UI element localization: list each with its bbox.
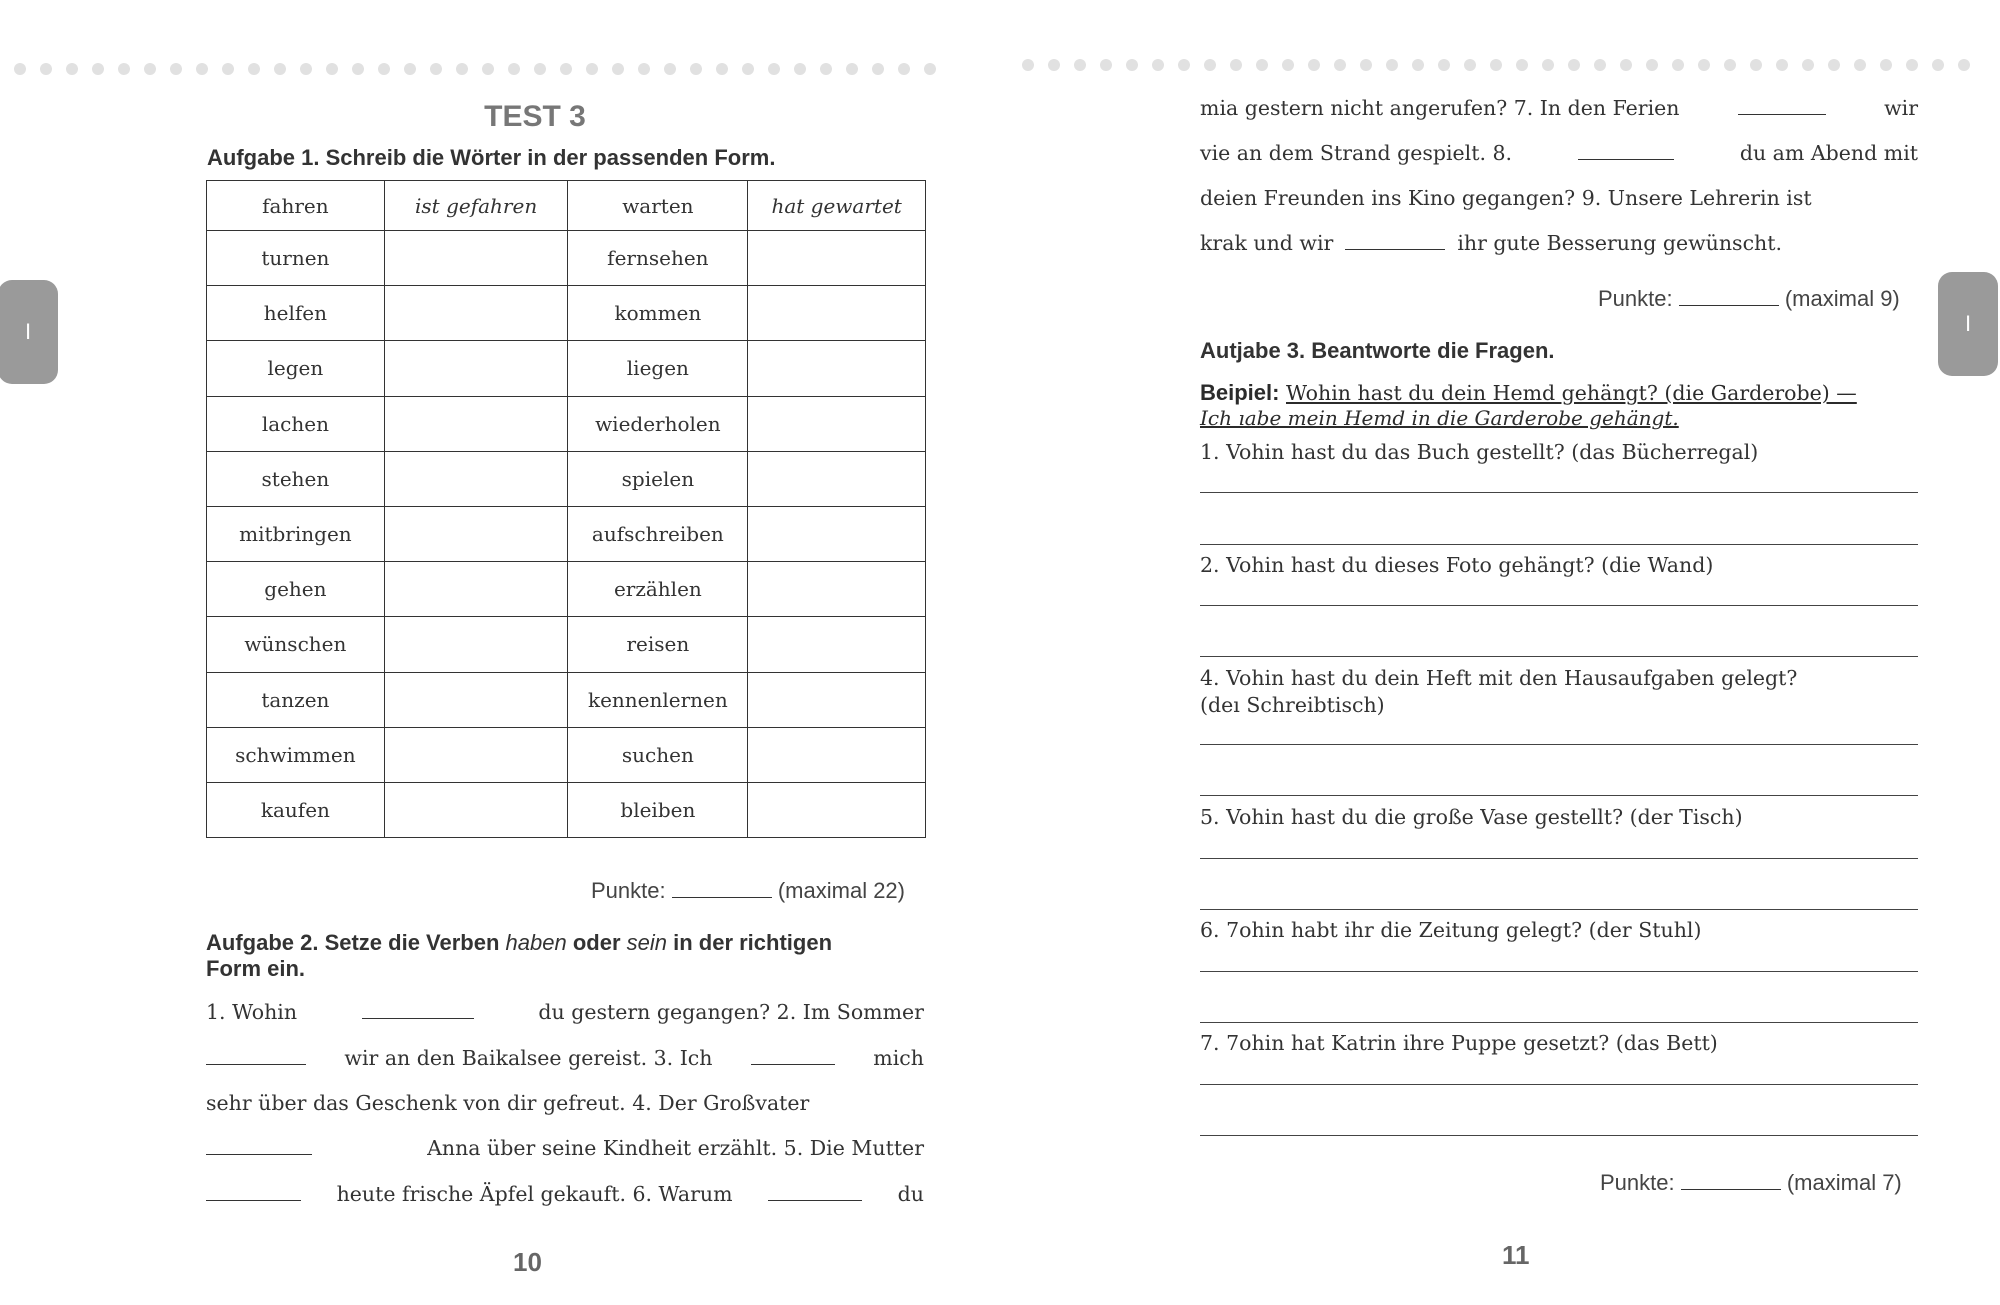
table-row [207,451,926,506]
task2-line-1 [206,1000,924,1024]
fill-blank[interactable] [751,1046,835,1065]
answer-line[interactable] [1200,1022,1918,1023]
task2-heading-text-c: Form ein. [206,956,306,981]
task1-heading: Aufgabe 1. Schreib die Wörter in der passenden Form. [207,145,776,170]
task2-line-5 [206,1182,924,1206]
question-4: 4. Vohin hast du dein Heft mit den Hausaufgaben gelegt? [1200,666,1798,690]
example-answer: Ich ıabe mein Hemd in die Garderobe gehängt. [1200,406,1679,430]
table-cell: tanzen [207,672,385,727]
points-label: Punkte: [591,878,666,903]
answer-cell[interactable] [384,727,568,782]
task2-line-4 [206,1136,924,1160]
binding-holes-right [1022,58,1970,72]
question-5: 5. Vohin hast du die große Vase gestellt? (der Tisch) [1200,805,1743,829]
table-cell: kommen [568,286,748,341]
points-blank[interactable] [672,879,772,898]
task2-heading [206,930,926,982]
task2-points [1598,286,1900,312]
task2-line-6 [1200,96,1918,120]
task3-heading: Autjabe 3. Beantworte die Fragen. [1200,338,1555,363]
example-label: Beipiel: [1200,380,1280,405]
table-row [207,231,926,286]
answer-cell[interactable] [384,286,568,341]
table-cell: fernsehen [568,231,748,286]
answer-cell[interactable] [384,341,568,396]
answer-cell[interactable] [748,782,926,837]
text-segment: wir an den Baikalsee gereist. 3. Ich [344,1046,713,1070]
points-max: (maximal 9) [1784,286,1900,311]
task2-line-2 [206,1046,924,1070]
task3-points [1600,1170,1902,1196]
fill-blank[interactable] [362,1000,474,1019]
text-segment: heute frische Äpfel gekauft. 6. Warum [336,1182,733,1206]
text-segment: mich [873,1046,924,1070]
fill-blank[interactable] [1578,141,1674,160]
fill-blank[interactable] [768,1182,862,1201]
table-cell: kaufen [207,782,385,837]
example-question: Wohin hast du dein Hemd gehängt? (die Garderobe) — [1286,381,1857,405]
table-cell: aufschreiben [568,506,748,561]
answer-cell[interactable] [384,617,568,672]
text-segment: du am Abend mit [1739,141,1918,165]
test-title: TEST 3 [484,100,586,133]
answer-line[interactable] [1200,1084,1918,1085]
answer-line[interactable] [1200,492,1918,493]
table-header-row [207,181,926,231]
text-segment: du [897,1182,924,1206]
answer-line[interactable] [1200,1135,1918,1136]
table-cell: turnen [207,231,385,286]
answer-cell[interactable] [384,782,568,837]
text-segment: ihr gute Besserung gewünscht. [1457,231,1783,255]
table-cell: legen [207,341,385,396]
task2-heading-text: Aufgabe 2. Setze die Verben [206,930,506,955]
answer-line[interactable] [1200,656,1918,657]
table-row [207,396,926,451]
points-label: Punkte: [1600,1170,1675,1195]
task2-heading-text-b: in der richtigen [667,930,833,955]
points-label: Punkte: [1598,286,1673,311]
task1-points [591,878,905,904]
text-segment: krak und wir [1200,231,1334,255]
question-2: 2. Vohin hast du dieses Foto gehängt? (die Wand) [1200,553,1714,577]
answer-cell[interactable] [748,231,926,286]
text-segment: deien Freunden ins Kino gegangen? 9. Unsere Lehrerin ist [1200,186,1812,210]
text-segment: du gestern gegangen? 2. Im Sommer [538,1000,924,1024]
question-6: 6. 7ohin habt ihr die Zeitung gelegt? (der Stuhl) [1200,918,1702,942]
answer-cell[interactable] [748,617,926,672]
text-segment: 1. Wohin [206,1000,298,1024]
answer-line[interactable] [1200,605,1918,606]
table-cell: spielen [568,451,748,506]
table-cell: schwimmen [207,727,385,782]
answer-cell[interactable] [384,396,568,451]
answer-line[interactable] [1200,858,1918,859]
answer-cell[interactable] [384,451,568,506]
answer-line[interactable] [1200,544,1918,545]
answer-cell[interactable] [384,672,568,727]
answer-cell[interactable] [384,231,568,286]
answer-cell[interactable] [748,286,926,341]
table-cell: suchen [568,727,748,782]
table-cell: gehen [207,562,385,617]
answer-line[interactable] [1200,909,1918,910]
fill-blank[interactable] [206,1136,312,1155]
question-7: 7. 7ohin hat Katrin ihre Puppe gesetzt? (das Bett) [1200,1031,1718,1055]
text-segment: mia gestern nicht angerufen? 7. In den Ferien [1200,96,1680,120]
answer-cell[interactable] [748,396,926,451]
table-cell: liegen [568,341,748,396]
side-tab-right: I [1938,272,1998,376]
answer-line[interactable] [1200,971,1918,972]
answer-cell[interactable] [748,506,926,561]
table-cell: lachen [207,396,385,451]
binding-holes-left [14,62,936,76]
text-segment: vie an dem Strand gespielt. 8. [1200,141,1513,165]
task2-heading-oder: oder [566,930,627,955]
table-cell: warten [568,181,748,231]
table-cell: wiederholen [568,396,748,451]
table-row [207,341,926,396]
table-row [207,672,926,727]
page-number-left: 10 [513,1247,542,1277]
answer-cell[interactable] [748,672,926,727]
table-cell: stehen [207,451,385,506]
question-4-continued: (deı Schreibtisch) [1200,693,1385,717]
side-tab-left: I [0,280,58,384]
task2-line-7 [1200,141,1918,165]
answer-cell[interactable] [384,506,568,561]
answer-line[interactable] [1200,744,1918,745]
points-max: (maximal 22) [777,878,905,903]
text-segment: sehr über das Geschenk von dir gefreut. 4. Der Großvater [206,1091,810,1115]
table-row [207,727,926,782]
table-row [207,506,926,561]
answer-cell[interactable] [748,727,926,782]
table-cell: bleiben [568,782,748,837]
table-cell-example: ist gefahren [384,181,568,231]
fill-blank[interactable] [1345,231,1445,250]
table-cell: reisen [568,617,748,672]
task2-line-9 [1200,231,1782,255]
task2-heading-sein: sein [626,930,667,955]
fill-blank[interactable] [206,1046,306,1065]
table-cell-example: hat gewartet [748,181,926,231]
answer-cell[interactable] [748,451,926,506]
table-cell: wünschen [207,617,385,672]
points-max: (maximal 7) [1786,1170,1902,1195]
text-segment: Anna über seine Kindheit erzählt. 5. Die Mutter [427,1136,924,1160]
table-cell: fahren [207,181,385,231]
table-cell: kennenlernen [568,672,748,727]
task2-line-8 [1200,186,1918,210]
answer-line[interactable] [1200,795,1918,796]
table-row [207,562,926,617]
answer-cell[interactable] [748,562,926,617]
fill-blank[interactable] [206,1182,301,1201]
answer-cell[interactable] [384,562,568,617]
task2-line-3 [206,1091,924,1115]
points-blank[interactable] [1679,287,1779,306]
table-row [207,286,926,341]
points-blank[interactable] [1681,1171,1781,1190]
table-cell: mitbringen [207,506,385,561]
table-row [207,782,926,837]
task2-heading-haben: haben [505,930,567,955]
fill-blank[interactable] [1738,96,1826,115]
text-segment: wir [1884,96,1918,120]
answer-cell[interactable] [748,341,926,396]
table-row [207,617,926,672]
task3-example [1200,380,1920,406]
page-number-right: 11 [1502,1240,1530,1270]
table-cell: erzählen [568,562,748,617]
verb-table [206,180,926,838]
question-1: 1. Vohin hast du das Buch gestellt? (das Bücherregal) [1200,440,1759,464]
table-cell: helfen [207,286,385,341]
